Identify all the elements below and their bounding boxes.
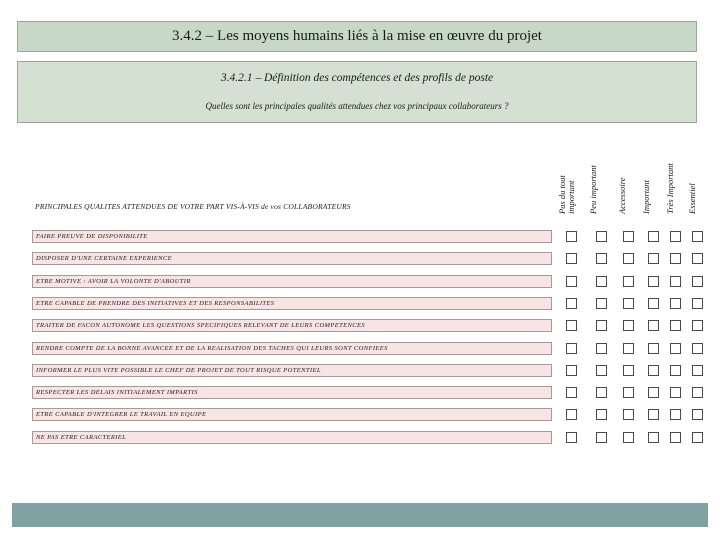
rating-checkbox[interactable]: [670, 432, 681, 443]
rating-checkbox[interactable]: [648, 409, 659, 420]
rating-checkbox[interactable]: [692, 320, 703, 331]
rating-checkbox[interactable]: [648, 320, 659, 331]
rating-checkbox[interactable]: [670, 343, 681, 354]
column-header-line1: Accessoire: [617, 177, 627, 214]
section-title: 3.4.2 – Les moyens humains liés à la mise en œuvre du projet: [172, 28, 542, 44]
rating-checkbox[interactable]: [566, 320, 577, 331]
column-header-4: [666, 163, 680, 214]
rating-checkbox[interactable]: [692, 432, 703, 443]
rating-checkbox[interactable]: [566, 343, 577, 354]
rating-checkbox[interactable]: [596, 298, 607, 309]
quality-label: DISPOSER D'UNE CERTAINE EXPERIENCE: [36, 255, 173, 263]
rating-checkbox[interactable]: [648, 231, 659, 242]
rating-checkbox[interactable]: [566, 387, 577, 398]
rating-checkbox[interactable]: [623, 432, 634, 443]
rating-checkbox[interactable]: [648, 276, 659, 287]
subsection-panel: [17, 61, 697, 123]
rating-checkbox[interactable]: [670, 298, 681, 309]
footer-bar: [12, 503, 708, 527]
subsection-title: 3.4.2.1 – Définition des compétences et des profils de poste: [220, 72, 494, 84]
rating-checkbox[interactable]: [566, 365, 577, 376]
rating-checkbox[interactable]: [566, 432, 577, 443]
column-header-line1: Très Important: [665, 163, 675, 214]
quality-row: [32, 408, 552, 421]
rating-checkbox[interactable]: [566, 231, 577, 242]
rating-checkbox[interactable]: [648, 298, 659, 309]
quality-label: RESPECTER LES DELAIS INITIALEMENT IMPARTIS: [36, 389, 198, 397]
rating-checkbox[interactable]: [623, 343, 634, 354]
rating-checkbox[interactable]: [692, 387, 703, 398]
rating-checkbox[interactable]: [596, 276, 607, 287]
rating-checkbox[interactable]: [648, 432, 659, 443]
quality-row: [32, 364, 552, 377]
rating-checkbox[interactable]: [623, 365, 634, 376]
rating-checkbox[interactable]: [692, 231, 703, 242]
rating-checkbox[interactable]: [596, 365, 607, 376]
column-header-2: [618, 177, 632, 214]
quality-label: RENDRE COMPTE DE LA BONNE AVANCEE ET DE LA REALISATION DES TACHES QUI LEURS SONT CONFIEES: [36, 344, 388, 352]
rating-checkbox[interactable]: [670, 365, 681, 376]
rating-checkbox[interactable]: [670, 387, 681, 398]
rating-checkbox[interactable]: [566, 409, 577, 420]
column-header-0: [557, 175, 576, 214]
rating-checkbox[interactable]: [670, 320, 681, 331]
rating-checkbox[interactable]: [692, 365, 703, 376]
quality-row: [32, 252, 552, 265]
column-header-line1: Peu important: [588, 165, 598, 214]
rating-checkbox[interactable]: [596, 343, 607, 354]
rating-checkbox[interactable]: [623, 320, 634, 331]
rating-checkbox[interactable]: [623, 276, 634, 287]
section-title-banner: [17, 21, 697, 52]
rating-checkbox[interactable]: [692, 276, 703, 287]
column-header-line1: Essentiel: [687, 183, 697, 214]
rating-checkbox[interactable]: [648, 343, 659, 354]
quality-row: [32, 230, 552, 243]
quality-label: ETRE CAPABLE DE PRENDRE DES INITIATIVES ET DES RESPONSABILITES: [36, 299, 275, 307]
rating-checkbox[interactable]: [566, 298, 577, 309]
rating-checkbox[interactable]: [596, 253, 607, 264]
quality-row: [32, 297, 552, 310]
quality-label: FAIRE PREUVE DE DISPONIBILITE: [36, 233, 148, 240]
rating-checkbox[interactable]: [623, 387, 634, 398]
quality-row: [32, 319, 552, 332]
rating-checkbox[interactable]: [596, 231, 607, 242]
quality-label: ETRE CAPABLE D'INTEGRER LE TRAVAIL EN EQUIPE: [36, 411, 207, 419]
rating-checkbox[interactable]: [596, 320, 607, 331]
quality-label: INFORMER LE PLUS VITE POSSIBLE LE CHEF DE PROJET DE TOUT RISQUE POTENTIEL: [36, 366, 321, 374]
rating-checkbox[interactable]: [648, 365, 659, 376]
rating-checkbox[interactable]: [596, 387, 607, 398]
table-caption: PRINCIPALES QUALITES ATTENDUES DE VOTRE PART VIS-À-VIS de vos COLLABORATEURS: [35, 202, 351, 211]
column-header-1: [589, 165, 603, 214]
column-header-3: [642, 180, 656, 214]
column-header-line1: Important: [641, 180, 651, 214]
rating-checkbox[interactable]: [648, 387, 659, 398]
rating-checkbox[interactable]: [692, 298, 703, 309]
quality-label: TRAITER DE FACON AUTONOME LES QUESTIONS SPECIFIQUES RELEVANT DE LEURS COMPETENCES: [36, 322, 365, 330]
rating-checkbox[interactable]: [692, 253, 703, 264]
quality-row: [32, 275, 552, 288]
rating-checkbox[interactable]: [692, 343, 703, 354]
quality-row: [32, 431, 552, 444]
rating-checkbox[interactable]: [623, 409, 634, 420]
column-header-line2: important: [566, 180, 576, 214]
rating-checkbox[interactable]: [670, 409, 681, 420]
rating-checkbox[interactable]: [692, 409, 703, 420]
quality-row: [32, 342, 552, 355]
rating-checkbox[interactable]: [596, 432, 607, 443]
rating-checkbox[interactable]: [623, 298, 634, 309]
column-header-line1: Pas du tout: [557, 175, 567, 214]
rating-checkbox[interactable]: [566, 253, 577, 264]
rating-checkbox[interactable]: [596, 409, 607, 420]
rating-checkbox[interactable]: [623, 253, 634, 264]
column-header-5: [688, 183, 702, 214]
quality-label: ETRE MOTIVE : AVOIR LA VOLONTE D'ABOUTIR: [36, 277, 191, 285]
rating-checkbox[interactable]: [670, 253, 681, 264]
rating-checkbox[interactable]: [648, 253, 659, 264]
quality-label: NE PAS ETRE CARACTERIEL: [36, 433, 127, 441]
subsection-question: Quelles sont les principales qualités attendues chez vos principaux collaborateurs ?: [205, 101, 509, 111]
rating-checkbox[interactable]: [670, 276, 681, 287]
rating-checkbox[interactable]: [566, 276, 577, 287]
rating-checkbox[interactable]: [670, 231, 681, 242]
quality-row: [32, 386, 552, 399]
rating-checkbox[interactable]: [623, 231, 634, 242]
